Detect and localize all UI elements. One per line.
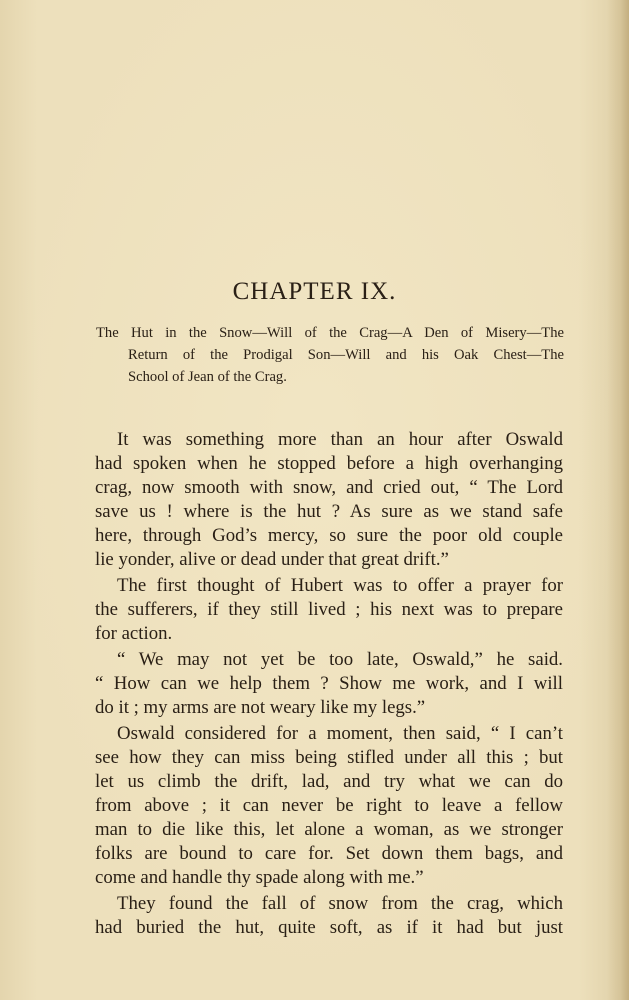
text-line: The first thought of Hubert was to offer a prayer for [117, 575, 563, 597]
text-line: man to die like this, let alone a woman, as we stronger [95, 819, 563, 841]
text-line: here, through God’s mercy, so sure the poor old couple [95, 525, 563, 547]
synopsis-line: The Hut in the Snow—Will of the Crag—A Den of Misery—The [96, 325, 564, 341]
text-line: let us climb the drift, lad, and try what we can do [95, 771, 563, 793]
text-line: save us ! where is the hut ? As sure as we stand safe [95, 501, 563, 523]
chapter-title: CHAPTER IX. [232, 278, 397, 305]
synopsis-line: Return of the Prodigal Son—Will and his Oak Chest—The [128, 347, 564, 363]
text-line: Oswald considered for a moment, then said, “ I can’t [117, 722, 563, 744]
synopsis-line: School of Jean of the Crag. [128, 369, 287, 385]
text-line: “ How can we help them ? Show me work, and I will [95, 673, 563, 695]
text-line: the sufferers, if they still lived ; his next was to prepare [95, 599, 563, 621]
text-line: had spoken when he stopped before a high overhanging [95, 453, 563, 475]
text-line: from above ; it can never be right to leave a fellow [95, 795, 563, 817]
text-line: do it ; my arms are not weary like my legs.” [95, 697, 426, 719]
chapter-text [95, 428, 563, 940]
text-line: see how they can miss being stifled under all this ; but [95, 747, 563, 768]
text-line: “ We may not yet be too late, Oswald,” he said. [117, 649, 563, 671]
text-line: folks are bound to care for. Set down them bags, and [95, 843, 563, 865]
text-line: crag, now smooth with snow, and cried out, “ The Lord [95, 477, 563, 499]
text-line: for action. [95, 623, 173, 645]
chapter-synopsis [96, 322, 564, 388]
text-line: had buried the hut, quite soft, as if it had but just [95, 917, 563, 939]
text-line: come and handle thy spade along with me.” [95, 867, 424, 889]
text-line: They found the fall of snow from the crag, which [117, 893, 563, 915]
text-line: It was something more than an hour after Oswald [117, 429, 563, 450]
text-line: lie yonder, alive or dead under that great drift.” [95, 549, 449, 571]
page-edge-shadow [607, 0, 629, 1000]
